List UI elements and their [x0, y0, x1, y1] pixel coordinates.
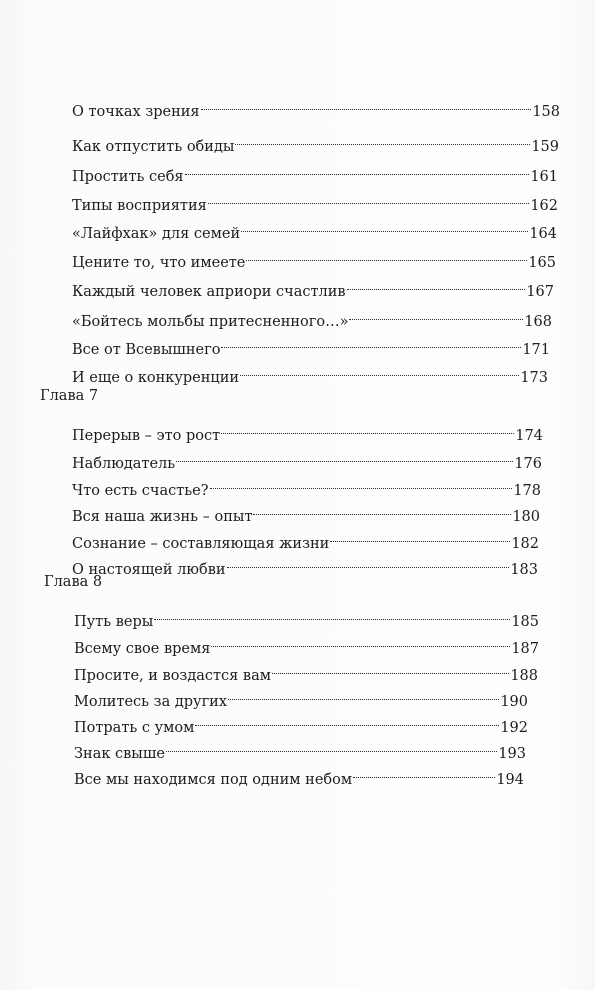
toc-entry-page: 193: [498, 746, 526, 762]
toc-entry[interactable]: [72, 471, 541, 499]
toc-entry-title: Каждый человек априори счастлив: [72, 284, 346, 300]
toc-entry[interactable]: [72, 186, 558, 214]
toc-entry[interactable]: [72, 550, 538, 578]
toc-entry-title: Перерыв – это рост: [72, 428, 221, 444]
dot-leader: [353, 760, 495, 784]
toc-entry-page: 164: [529, 226, 557, 242]
toc-entry-title: Знак свыше: [74, 746, 165, 762]
toc-entry-page: 173: [520, 370, 548, 386]
dot-leader: [201, 92, 532, 116]
toc-entry-title: О настоящей любви: [72, 562, 226, 578]
toc-entry-page: 171: [522, 342, 550, 358]
dot-leader: [272, 656, 509, 680]
chapter-heading[interactable]: Глава 8: [44, 574, 103, 590]
dot-leader: [228, 682, 499, 706]
dot-leader: [211, 629, 510, 653]
dot-leader: [235, 127, 530, 151]
toc-entry-title: Путь веры: [74, 614, 154, 630]
toc-entry-page: 162: [530, 198, 558, 214]
dot-leader: [240, 358, 519, 382]
toc-entry-title: Потрать с умом: [74, 720, 195, 736]
dot-leader: [195, 708, 499, 732]
toc-entry[interactable]: [72, 92, 560, 120]
toc-entry-page: 165: [528, 255, 556, 271]
toc-entry[interactable]: [72, 302, 552, 330]
toc-entry-title: Цените то, что имеете: [72, 255, 246, 271]
toc-entry-page: 158: [532, 104, 560, 120]
dot-leader: [349, 302, 523, 326]
toc-entry-title: Вся наша жизнь – опыт: [72, 509, 253, 525]
toc-entry-page: 176: [514, 456, 542, 472]
toc-entry[interactable]: [72, 243, 556, 271]
dot-leader: [166, 734, 497, 758]
dot-leader: [330, 524, 510, 548]
toc-entry-title: Как отпустить обиды: [72, 139, 235, 155]
toc-entry[interactable]: [72, 444, 542, 472]
dot-leader: [210, 471, 513, 495]
toc-entry-title: «Лайфхак» для семей: [72, 226, 241, 242]
toc-entry[interactable]: [74, 760, 524, 788]
dot-leader: [185, 157, 530, 181]
toc-entry-page: 180: [512, 509, 540, 525]
toc-entry-title: И еще о конкуренции: [72, 370, 240, 386]
dot-leader: [227, 550, 510, 574]
toc-entry-title: Наблюдатель: [72, 456, 176, 472]
dot-leader: [221, 330, 521, 354]
toc-entry[interactable]: [74, 629, 539, 657]
toc-entry-page: 187: [511, 641, 539, 657]
toc-entry-page: 188: [510, 668, 538, 684]
toc-entry-title: О точках зрения: [72, 104, 200, 120]
toc-entry-title: Все мы находимся под одним небом: [74, 772, 353, 788]
toc-entry[interactable]: [72, 272, 554, 300]
toc-entry-title: Просите, и воздастся вам: [74, 668, 272, 684]
toc-entry[interactable]: [74, 602, 539, 630]
dot-leader: [246, 243, 527, 267]
toc-entry[interactable]: [72, 157, 558, 185]
toc-entry[interactable]: [72, 358, 548, 386]
toc-entry[interactable]: [72, 497, 540, 525]
dot-leader: [176, 444, 513, 468]
toc-entry[interactable]: [74, 734, 526, 762]
dot-leader: [154, 602, 510, 626]
toc-entry-page: 174: [515, 428, 543, 444]
toc-entry[interactable]: [74, 682, 528, 710]
toc-entry-page: 161: [530, 169, 558, 185]
toc-entry-title: Все от Всевышнего: [72, 342, 221, 358]
dot-leader: [208, 186, 530, 210]
toc-entry-title: Всему свое время: [74, 641, 211, 657]
toc-entry-title: Что есть счастье?: [72, 483, 209, 499]
toc-entry[interactable]: [72, 214, 557, 242]
toc-entry-page: 168: [524, 314, 552, 330]
toc-entry[interactable]: [72, 524, 539, 552]
toc-entry-page: 183: [510, 562, 538, 578]
toc-entry-page: 194: [496, 772, 524, 788]
toc-entry-page: 192: [500, 720, 528, 736]
toc-entry-page: 190: [500, 694, 528, 710]
toc-entry[interactable]: [72, 127, 559, 155]
toc-entry-page: 185: [511, 614, 539, 630]
dot-leader: [347, 272, 526, 296]
toc-entry-title: Простить себя: [72, 169, 184, 185]
toc-entry[interactable]: [72, 416, 543, 444]
toc-entry-title: Сознание – составляющая жизни: [72, 536, 330, 552]
toc-entry-page: 178: [513, 483, 541, 499]
toc-entry-page: 167: [526, 284, 554, 300]
toc-entry-page: 159: [531, 139, 559, 155]
toc-entry[interactable]: [74, 708, 528, 736]
dot-leader: [253, 497, 511, 521]
toc-entry[interactable]: [74, 656, 538, 684]
toc-entry-title: «Бойтесь мольбы притесненного…»: [72, 314, 349, 330]
toc-entry-title: Молитесь за других: [74, 694, 228, 710]
toc-entry[interactable]: [72, 330, 550, 358]
toc-entry-page: 182: [511, 536, 539, 552]
dot-leader: [241, 214, 528, 238]
dot-leader: [221, 416, 514, 440]
toc-entry-title: Типы восприятия: [72, 198, 207, 214]
chapter-heading[interactable]: Глава 7: [40, 388, 99, 404]
